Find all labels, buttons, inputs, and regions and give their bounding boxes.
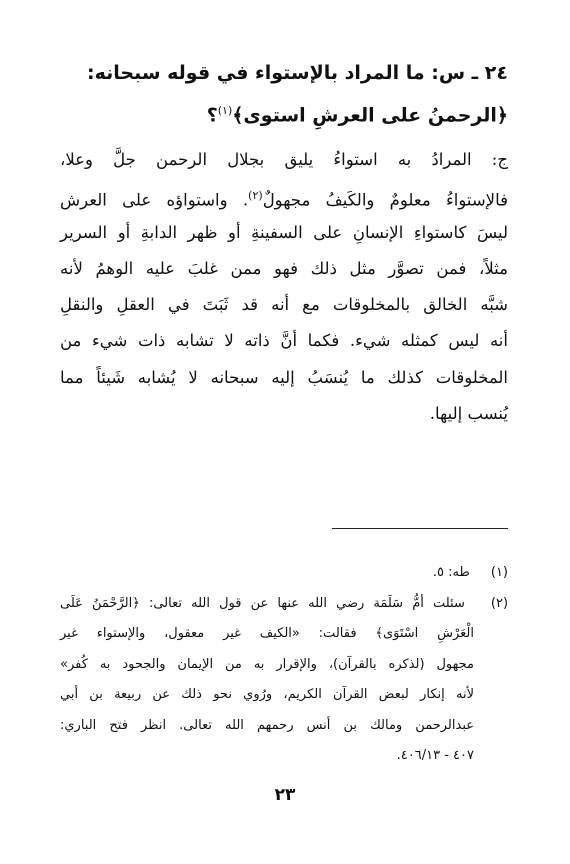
answer-line-5: شبَّه الخالق بالمخلوقات مع أنه قد ثَبَتَ في العقلِ والنقلِ bbox=[60, 295, 508, 315]
footnote-ref-1[interactable]: (١) bbox=[217, 104, 233, 117]
footnote-2-text-1: سئلت أمُّ سَلَمَة رضي الله عنها عن قول الله تعالى: ﴿الرَّحْمَنُ عَلَى bbox=[60, 595, 465, 611]
answer-line-3: ليسَ كاستواءِ الإنسانِ على السفينةِ أو ظهر الدابةِ أو السرير bbox=[60, 222, 508, 242]
answer-line-6: أنه ليس كمثله شيء. فكما أنَّ ذاته لا تشابه ذات شيء من bbox=[60, 331, 508, 351]
question-heading bbox=[60, 54, 508, 134]
footnote-ref-2[interactable]: (٢) bbox=[248, 189, 263, 203]
quran-verse: ﴿الرحمنُ على العرشِ استوى﴾ bbox=[232, 104, 508, 127]
answer-line-2-end: . واستواؤه على العرش bbox=[60, 190, 249, 210]
footnote-2-number: (٢) bbox=[490, 595, 509, 611]
footnote-2-line-2: الْعَرْشِ اسْتَوَى﴾ فقالت: «الكيف غير معقول، والإستواء غير bbox=[60, 626, 474, 641]
heading-line-2 bbox=[60, 92, 508, 134]
answer-line-2 bbox=[60, 178, 508, 214]
answer-text bbox=[60, 142, 508, 432]
footnote-2-line-1 bbox=[60, 589, 508, 620]
footnote-separator bbox=[332, 528, 508, 529]
answer-line-7: المخلوقات كذلك ما يُنسَبُ إليه سبحانه لا يُشابه شَيئاً مما bbox=[60, 367, 508, 387]
footnote-2-line-5: عبدالرحمن ومالك بن أنس رحمهم الله تعالى. انظر فتح الباري: bbox=[60, 717, 474, 733]
answer-line-4: مثلاً، فمن تصوَّر مثل ذلك فهو ممن غلبَ عليه الوهمُ لأنه bbox=[60, 258, 508, 278]
footnotes bbox=[60, 558, 508, 772]
footnote-1-text: طه: ٥. bbox=[432, 565, 470, 580]
footnote-2-line-4: لأنه إنكار لبعض القرآن الكريم، ورُوي نحو ذلك عن ربيعة بن أبي bbox=[60, 687, 474, 702]
heading-line-1: ٢٤ ـ س: ما المراد بالإستواء في قوله سبحانه: bbox=[87, 62, 508, 84]
answer-line-2-start: فالإستواءُ معلومٌ والكَيفُ مجهولٌ bbox=[262, 190, 509, 210]
page-number: ٢٣ bbox=[274, 785, 296, 805]
footnote-2-line-6: ٤٠٧ - ٤٠٦/١٣. bbox=[396, 748, 474, 763]
answer-line-8: يُنسب إليها. bbox=[429, 404, 508, 424]
footnote-1 bbox=[60, 558, 508, 589]
footnote-1-number: (١) bbox=[490, 565, 508, 580]
footnote-2-line-3: مجهول (لذكره بالقرآن)، والإقرار به من الإيمان والجحود به كُفر» bbox=[60, 656, 474, 672]
answer-line-1: ج: المرادُ به استواءُ يليق بجلال الرحمن جلَّ وعلا، bbox=[60, 150, 508, 169]
question-mark: ؟ bbox=[206, 104, 218, 127]
